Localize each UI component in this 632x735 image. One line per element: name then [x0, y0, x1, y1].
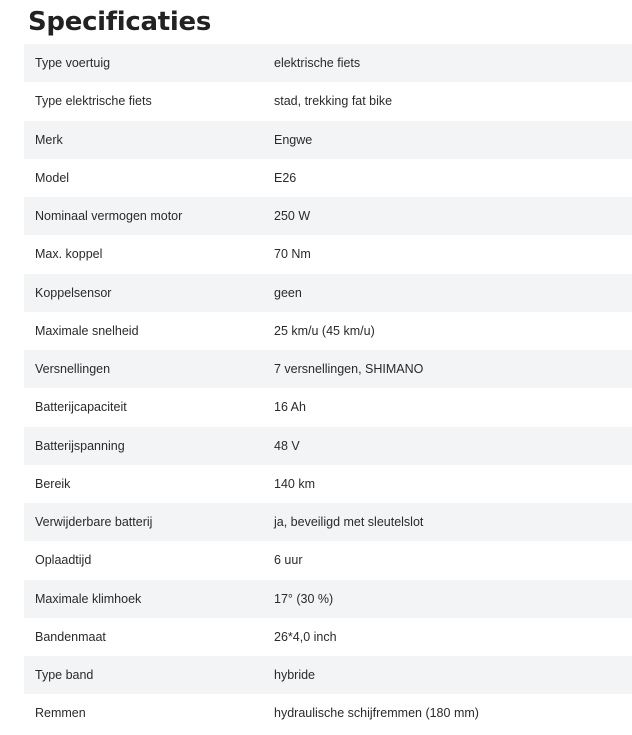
spec-row — [24, 503, 632, 541]
spec-value: elektrische fiets — [274, 56, 361, 71]
spec-value: geen — [274, 285, 302, 300]
spec-label: Remmen — [35, 706, 86, 721]
spec-row — [24, 580, 632, 618]
spec-label: Maximale snelheid — [35, 323, 139, 338]
spec-label: Bereik — [35, 476, 71, 491]
spec-row — [24, 159, 632, 197]
spec-label: Model — [35, 170, 70, 185]
spec-row — [24, 274, 632, 312]
spec-value: 26*4,0 inch — [274, 629, 337, 644]
spec-row — [24, 121, 632, 159]
spec-label: Type voertuig — [35, 56, 111, 71]
spec-label: Maximale klimhoek — [35, 591, 142, 606]
spec-value: 250 W — [274, 209, 311, 224]
spec-row — [24, 388, 632, 426]
spec-label: Max. koppel — [35, 247, 103, 262]
spec-row — [24, 541, 632, 579]
spec-label: Batterijspanning — [35, 438, 125, 453]
spec-label: Oplaadtijd — [35, 553, 92, 568]
spec-row — [24, 312, 632, 350]
spec-value: 140 km — [274, 476, 315, 491]
spec-value: hydraulische schijfremmen (180 mm) — [274, 706, 479, 721]
spec-label: Batterijcapaciteit — [35, 400, 127, 415]
spec-row — [24, 197, 632, 235]
spec-value: stad, trekking fat bike — [274, 94, 393, 109]
spec-value: 25 km/u (45 km/u) — [274, 323, 375, 338]
spec-row — [24, 427, 632, 465]
spec-row — [24, 465, 632, 503]
spec-row — [24, 618, 632, 656]
spec-value: 7 versnellingen, SHIMANO — [274, 362, 424, 377]
spec-label: Type elektrische fiets — [35, 94, 152, 109]
spec-value: ja, beveiligd met sleutelslot — [274, 515, 424, 530]
spec-row — [24, 694, 632, 732]
spec-value: Engwe — [274, 132, 313, 147]
spec-label: Nominaal vermogen motor — [35, 209, 183, 224]
spec-label: Versnellingen — [35, 362, 111, 377]
spec-value: 70 Nm — [274, 247, 311, 262]
spec-row — [24, 350, 632, 388]
spec-row — [24, 235, 632, 273]
spec-value: hybride — [274, 668, 315, 683]
spec-value: 6 uur — [274, 553, 303, 568]
spec-value: 17° (30 %) — [274, 591, 334, 606]
page-title: Specificaties — [28, 7, 212, 37]
spec-row — [24, 656, 632, 694]
spec-value: 48 V — [274, 438, 300, 453]
spec-row — [24, 44, 632, 82]
spec-row — [24, 82, 632, 120]
spec-label: Type band — [35, 668, 94, 683]
spec-value: E26 — [274, 170, 297, 185]
spec-label: Bandenmaat — [35, 629, 106, 644]
spec-label: Koppelsensor — [35, 285, 112, 300]
spec-label: Merk — [35, 132, 63, 147]
spec-label: Verwijderbare batterij — [35, 515, 153, 530]
spec-value: 16 Ah — [274, 400, 306, 415]
spec-table — [24, 44, 632, 733]
